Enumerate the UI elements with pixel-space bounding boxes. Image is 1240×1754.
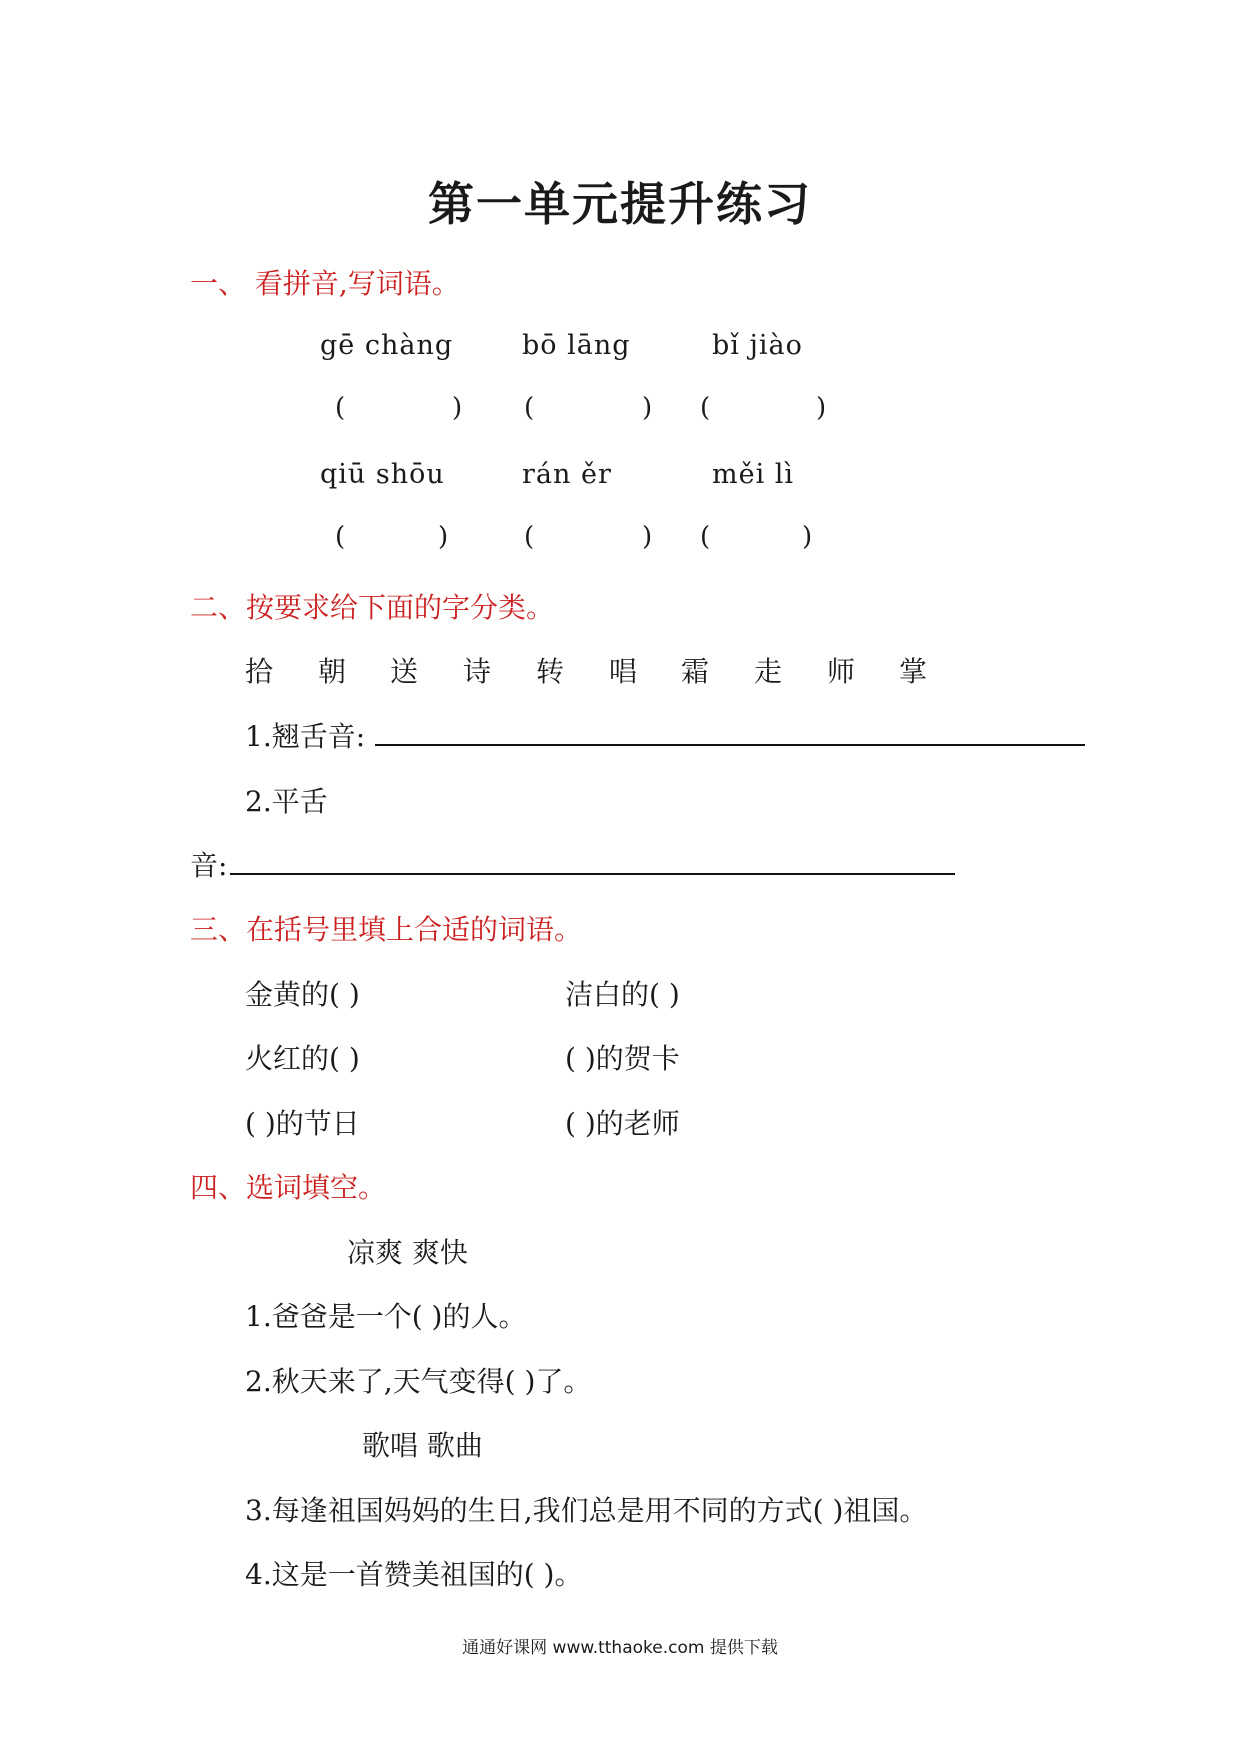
pinyin-bijiao: bǐ jiào	[712, 330, 803, 361]
section2-heading: 二、按要求给下面的字分类。	[190, 591, 555, 624]
char-item: 走	[754, 655, 783, 688]
q-flat-label: 2.平舌	[245, 785, 328, 818]
fill-sentence: 4.这是一首赞美祖国的( )。	[245, 1558, 583, 1591]
answer-paren-close: )	[816, 393, 827, 423]
answer-paren-open: (	[524, 522, 535, 552]
pinyin-raner: rán ěr	[522, 459, 612, 490]
answer-paren-open: (	[524, 393, 535, 423]
answer-line	[230, 873, 955, 875]
char-item: 掌	[899, 655, 928, 688]
fill-item: 洁白的( )	[565, 978, 680, 1011]
fill-sentence: 3.每逢祖国妈妈的生日,我们总是用不同的方式( )祖国。	[245, 1494, 928, 1527]
fill-sentence: 1.爸爸是一个( )的人。	[245, 1300, 527, 1333]
section4-heading: 四、选词填空。	[190, 1171, 387, 1204]
q-retroflex-label: 1.翘舌音:	[245, 720, 366, 753]
char-item: 送	[390, 655, 419, 688]
fill-item: ( )的老师	[565, 1107, 680, 1140]
answer-paren-close: )	[642, 393, 653, 423]
pinyin-gechang: gē chàng	[320, 330, 454, 361]
answer-paren-open: (	[700, 522, 711, 552]
fill-item: ( )的节日	[245, 1107, 360, 1140]
fill-sentence: 2.秋天来了,天气变得( )了。	[245, 1365, 592, 1398]
answer-line	[375, 744, 1085, 746]
pinyin-bolang: bō lāng	[522, 330, 631, 361]
fill-item: 金黄的( )	[245, 978, 360, 1011]
answer-paren-close: )	[802, 522, 813, 552]
char-item: 朝	[318, 655, 347, 688]
word-choices: 凉爽 爽快	[347, 1236, 468, 1269]
char-item: 拾	[245, 655, 274, 688]
page-title: 第一单元提升练习	[428, 177, 812, 231]
pinyin-qiushou: qiū shōu	[320, 459, 445, 490]
q-flat-label-cont: 音:	[190, 849, 228, 882]
answer-paren-close: )	[642, 522, 653, 552]
char-item: 转	[536, 655, 565, 688]
word-choices: 歌唱 歌曲	[362, 1429, 483, 1462]
fill-item: 火红的( )	[245, 1042, 360, 1075]
section3-heading: 三、在括号里填上合适的词语。	[190, 913, 583, 946]
char-item: 师	[827, 655, 856, 688]
char-item: 霜	[681, 655, 710, 688]
answer-paren-close: )	[438, 522, 449, 552]
answer-paren-open: (	[335, 393, 346, 423]
footer-credit: 通通好课网 www.tthaoke.com 提供下载	[462, 1638, 778, 1658]
char-item: 诗	[463, 655, 492, 688]
char-item: 唱	[609, 655, 638, 688]
answer-paren-open: (	[335, 522, 346, 552]
answer-paren-close: )	[452, 393, 463, 423]
fill-item: ( )的贺卡	[565, 1042, 680, 1075]
section1-heading: 一、 看拼音,写词语。	[190, 267, 460, 300]
answer-paren-open: (	[700, 393, 711, 423]
pinyin-meili: měi lì	[712, 459, 795, 490]
